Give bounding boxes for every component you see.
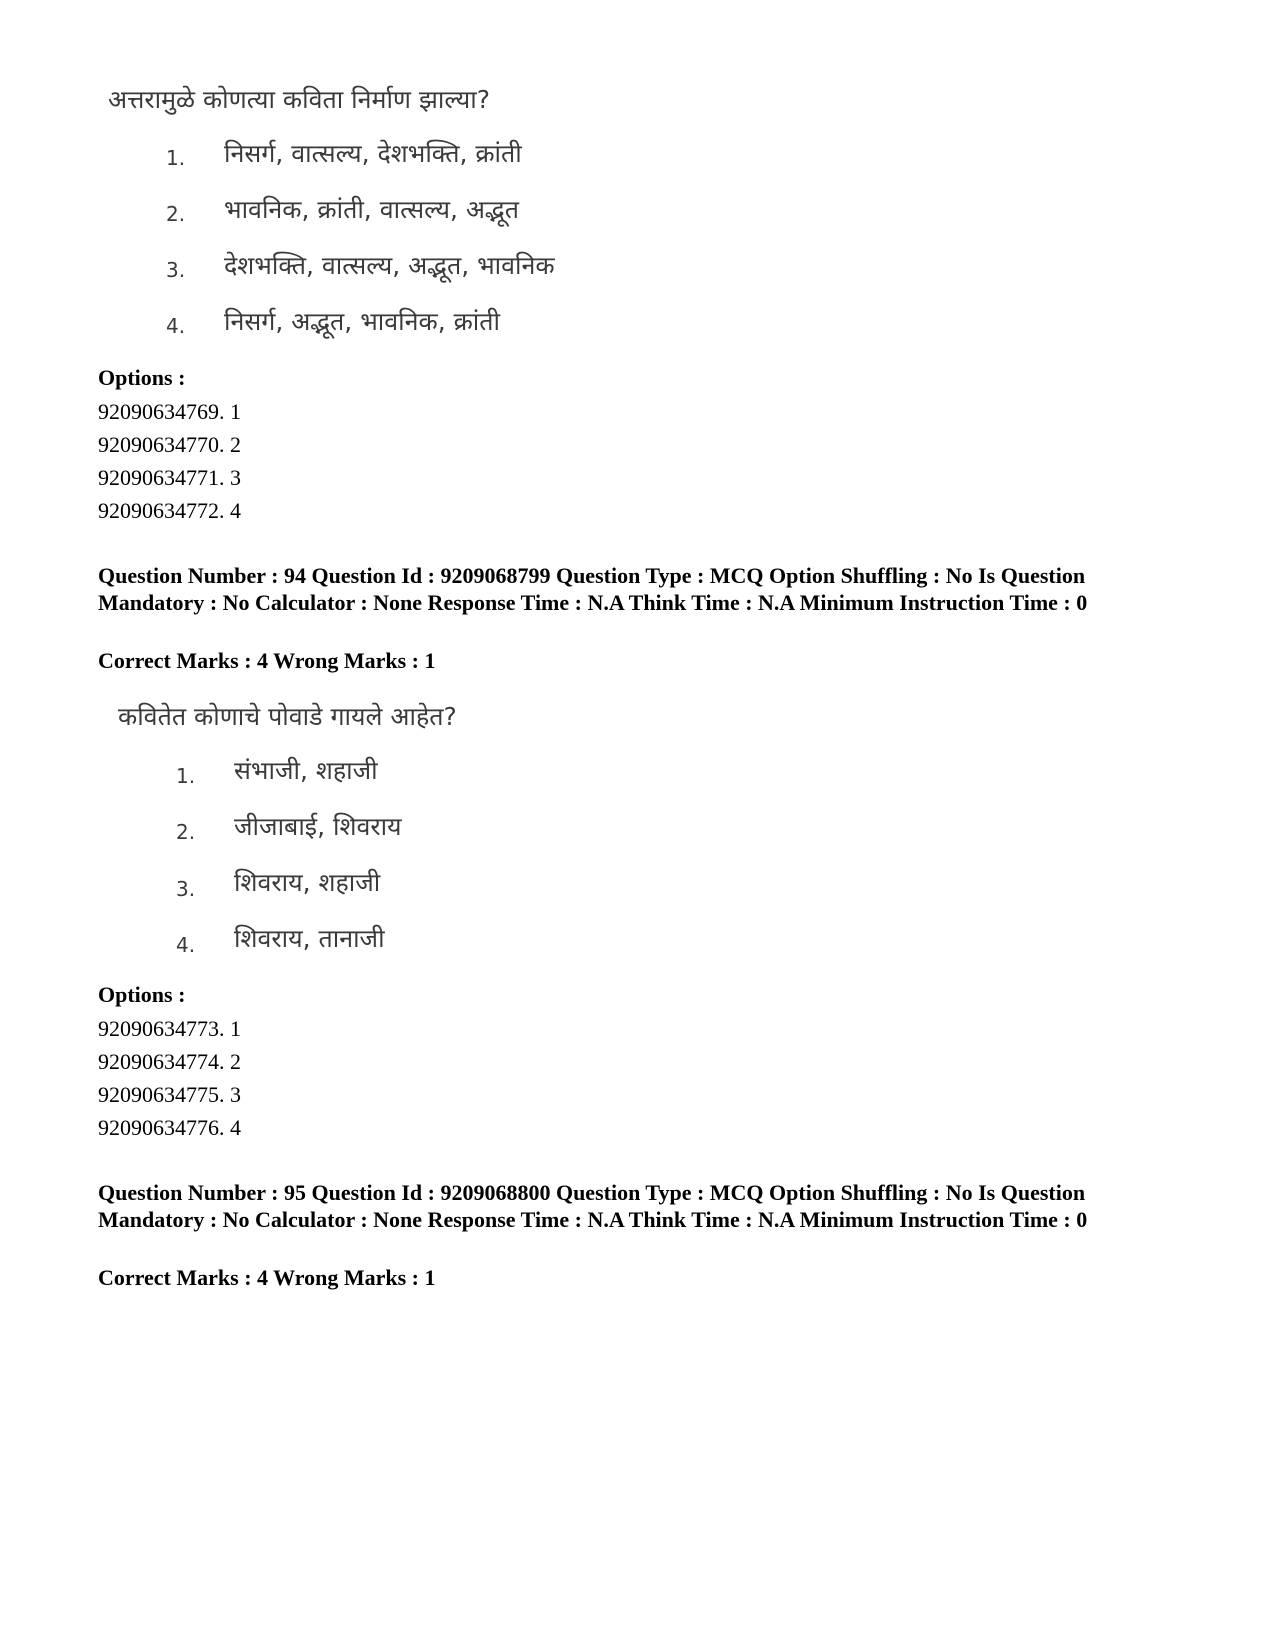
option-line: 92090634773. 1 (98, 1016, 241, 1041)
option-line: 92090634774. 2 (98, 1049, 241, 1074)
options-label: Options : (98, 365, 186, 390)
image-option-number: 4. (176, 933, 196, 957)
question-metadata: Question Number : 95 Question Id : 9209068800 Question Type : MCQ Option Shuffling : No Is Question Mandatory : No Calculator : None Response Time : N.A Think Time : N.A Minimum Instruction Time : 0 (98, 1180, 1088, 1232)
image-option-text: निसर्ग, वात्सल्य, देशभक्ति, क्रांती (224, 139, 522, 168)
image-option-text: जीजाबाई, शिवराय (234, 812, 402, 841)
option-line: 92090634776. 4 (98, 1115, 241, 1140)
options-label: Options : (98, 982, 186, 1007)
image-option-text: शिवराय, तानाजी (234, 924, 385, 953)
image-option-number: 1. (176, 764, 196, 788)
question-text: कवितेत कोणाचे पोवाडे गायले आहेत? (118, 702, 457, 731)
image-option-text: देशभक्ति, वात्सल्य, अद्भूत, भावनिक (224, 251, 555, 280)
question-metadata: Question Number : 94 Question Id : 9209068799 Question Type : MCQ Option Shuffling : No Is Question Mandatory : No Calculator : None Response Time : N.A Think Time : N.A Minimum Instruction Time : 0 (98, 563, 1088, 615)
option-line: 92090634772. 4 (98, 498, 241, 523)
image-option-text: संभाजी, शहाजी (234, 756, 378, 785)
image-option-text: भावनिक, क्रांती, वात्सल्य, अद्भूत (224, 195, 520, 224)
question-text: अत्तरामुळे कोणत्या कविता निर्माण झाल्या? (108, 85, 490, 114)
image-option-number: 3. (176, 877, 196, 901)
image-option-number: 3. (166, 258, 186, 282)
image-option-text: निसर्ग, अद्भूत, भावनिक, क्रांती (224, 307, 500, 336)
option-line: 92090634770. 2 (98, 432, 241, 457)
image-option-number: 4. (166, 314, 186, 338)
image-option-number: 1. (166, 146, 186, 170)
image-option-number: 2. (166, 202, 186, 226)
marks-info: Correct Marks : 4 Wrong Marks : 1 (98, 648, 436, 673)
option-line: 92090634775. 3 (98, 1082, 241, 1107)
option-line: 92090634771. 3 (98, 465, 241, 490)
image-option-number: 2. (176, 820, 196, 844)
marks-info: Correct Marks : 4 Wrong Marks : 1 (98, 1265, 436, 1290)
option-line: 92090634769. 1 (98, 399, 241, 424)
image-option-text: शिवराय, शहाजी (234, 868, 381, 897)
